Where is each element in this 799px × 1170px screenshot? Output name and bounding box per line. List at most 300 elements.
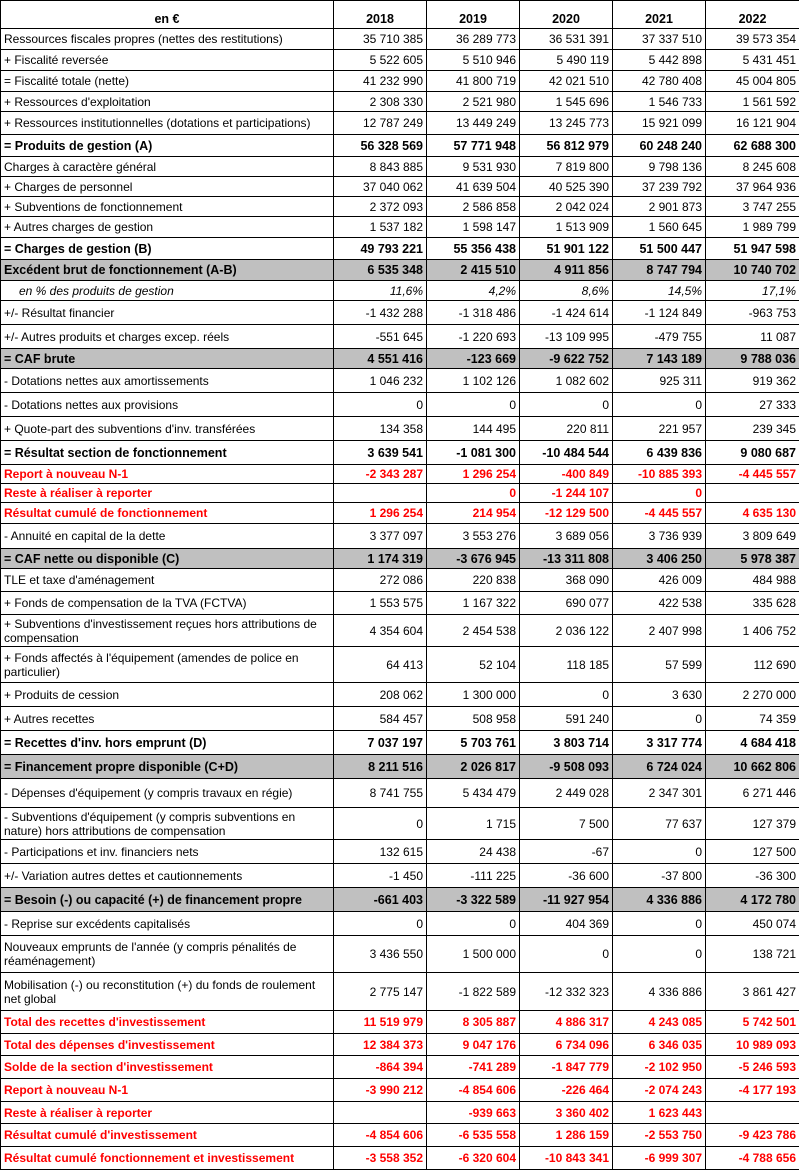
cell-2022: 37 964 936: [706, 177, 799, 197]
row-label: + Fonds affectés à l'équipement (amendes de police en particulier): [1, 647, 334, 683]
table-row: [1, 1124, 799, 1147]
table-row: [1, 177, 799, 197]
cell-2022: -9 423 786: [706, 1124, 799, 1147]
cell-2021: 1 546 733: [613, 92, 706, 112]
cell-2019: 55 356 438: [427, 238, 520, 260]
table-row: [1, 503, 799, 524]
row-label: + Ressources d'exploitation: [1, 92, 334, 112]
row-label: + Subventions d'investissement reçues hors attributions de compensation: [1, 615, 334, 647]
cell-2022: 5 978 387: [706, 549, 799, 569]
cell-2019: 36 289 773: [427, 29, 520, 50]
cell-2018: 8 741 755: [334, 779, 427, 808]
row-label: + Charges de personnel: [1, 177, 334, 197]
cell-2019: 1 296 254: [427, 465, 520, 484]
table-row: [1, 840, 799, 864]
cell-2019: 2 521 980: [427, 92, 520, 112]
cell-2018: 1 296 254: [334, 503, 427, 524]
row-label: + Fiscalité reversée: [1, 50, 334, 71]
cell-2018: -4 854 606: [334, 1124, 427, 1147]
cell-2022: 4 684 418: [706, 731, 799, 755]
cell-2022: 919 362: [706, 369, 799, 393]
cell-2020: 7 500: [520, 808, 613, 840]
cell-2022: 27 333: [706, 393, 799, 417]
table-row: [1, 912, 799, 936]
cell-2022: -963 753: [706, 301, 799, 325]
cell-2019: -3 676 945: [427, 549, 520, 569]
cell-2019: 24 438: [427, 840, 520, 864]
cell-2018: 208 062: [334, 683, 427, 707]
cell-2020: -1 424 614: [520, 301, 613, 325]
table-row: [1, 217, 799, 238]
cell-2019: 144 495: [427, 417, 520, 441]
cell-2021: 0: [613, 840, 706, 864]
cell-2019: 1 598 147: [427, 217, 520, 238]
cell-2019: 0: [427, 484, 520, 503]
cell-2021: 3 630: [613, 683, 706, 707]
cell-2018: 49 793 221: [334, 238, 427, 260]
cell-2019: 1 715: [427, 808, 520, 840]
cell-2021: 42 780 408: [613, 71, 706, 92]
row-label: Charges à caractère général: [1, 157, 334, 177]
cell-2020: -226 464: [520, 1079, 613, 1102]
cell-2020: 0: [520, 936, 613, 973]
cell-2021: 422 538: [613, 592, 706, 615]
cell-2018: 272 086: [334, 569, 427, 592]
cell-2020: 591 240: [520, 707, 613, 731]
cell-2020: 1 545 696: [520, 92, 613, 112]
cell-2022: 62 688 300: [706, 135, 799, 157]
cell-2019: 4,2%: [427, 281, 520, 301]
row-label: +/- Résultat financier: [1, 301, 334, 325]
cell-2018: 12 787 249: [334, 112, 427, 135]
cell-2021: -6 999 307: [613, 1147, 706, 1170]
cell-2018: -3 558 352: [334, 1147, 427, 1170]
cell-2020: 368 090: [520, 569, 613, 592]
cell-2020: -400 849: [520, 465, 613, 484]
table-row: [1, 779, 799, 808]
cell-2018: 134 358: [334, 417, 427, 441]
cell-2019: 2 415 510: [427, 260, 520, 281]
cell-2019: 1 500 000: [427, 936, 520, 973]
table-row: [1, 615, 799, 647]
cell-2020: -13 109 995: [520, 325, 613, 349]
cell-2020: 2 042 024: [520, 197, 613, 217]
cell-2019: 5 434 479: [427, 779, 520, 808]
cell-2019: 52 104: [427, 647, 520, 683]
cell-2020: -1 847 779: [520, 1056, 613, 1079]
cell-2019: 0: [427, 393, 520, 417]
row-label: Ressources fiscales propres (nettes des restitutions): [1, 29, 334, 50]
table-row: [1, 973, 799, 1011]
cell-2022: 5 431 451: [706, 50, 799, 71]
cell-2021: 3 406 250: [613, 549, 706, 569]
cell-2021: -37 800: [613, 864, 706, 888]
cell-2022: 4 172 780: [706, 888, 799, 912]
cell-2019: 3 553 276: [427, 524, 520, 549]
cell-2020: 3 360 402: [520, 1102, 613, 1124]
cell-2022: 10 662 806: [706, 755, 799, 779]
cell-2021: 0: [613, 393, 706, 417]
cell-2020: 42 021 510: [520, 71, 613, 92]
table-row: [1, 301, 799, 325]
cell-2019: 5 703 761: [427, 731, 520, 755]
row-label: Total des dépenses d'investissement: [1, 1034, 334, 1056]
cell-2018: -661 403: [334, 888, 427, 912]
row-label: +/- Variation autres dettes et cautionnements: [1, 864, 334, 888]
cell-2021: 9 798 136: [613, 157, 706, 177]
row-label: + Subventions de fonctionnement: [1, 197, 334, 217]
cell-2022: 45 004 805: [706, 71, 799, 92]
row-label: Reste à réaliser à reporter: [1, 484, 334, 503]
row-label: - Participations et inv. financiers nets: [1, 840, 334, 864]
cell-2020: -10 484 544: [520, 441, 613, 465]
cell-2021: 15 921 099: [613, 112, 706, 135]
cell-2020: 118 185: [520, 647, 613, 683]
table-row: [1, 592, 799, 615]
cell-2021: 6 724 024: [613, 755, 706, 779]
cell-2020: 404 369: [520, 912, 613, 936]
header-row: [1, 1, 799, 29]
table-row: [1, 29, 799, 50]
cell-2022: 8 245 608: [706, 157, 799, 177]
cell-2020: 2 449 028: [520, 779, 613, 808]
cell-2022: 51 947 598: [706, 238, 799, 260]
cell-2021: 0: [613, 912, 706, 936]
cell-2022: 484 988: [706, 569, 799, 592]
cell-2020: 690 077: [520, 592, 613, 615]
row-label: = CAF brute: [1, 349, 334, 369]
cell-2019: 2 454 538: [427, 615, 520, 647]
cell-2020: -1 244 107: [520, 484, 613, 503]
row-label: - Reprise sur excédents capitalisés: [1, 912, 334, 936]
cell-2020: -9 622 752: [520, 349, 613, 369]
cell-2022: 239 345: [706, 417, 799, 441]
cell-2021: 221 957: [613, 417, 706, 441]
cell-2020: 3 689 056: [520, 524, 613, 549]
cell-2021: 37 239 792: [613, 177, 706, 197]
row-label: = CAF nette ou disponible (C): [1, 549, 334, 569]
cell-2022: 112 690: [706, 647, 799, 683]
cell-2019: 41 800 719: [427, 71, 520, 92]
row-label: = Besoin (-) ou capacité (+) de financement propre: [1, 888, 334, 912]
table-row: [1, 349, 799, 369]
cell-2019: 0: [427, 912, 520, 936]
cell-2022: 335 628: [706, 592, 799, 615]
cell-2021: 51 500 447: [613, 238, 706, 260]
cell-2021: 14,5%: [613, 281, 706, 301]
cell-2018: -1 450: [334, 864, 427, 888]
cell-2018: 2 308 330: [334, 92, 427, 112]
cell-2018: 4 551 416: [334, 349, 427, 369]
cell-2022: 9 788 036: [706, 349, 799, 369]
cell-2019: -1 220 693: [427, 325, 520, 349]
cell-2019: 9 047 176: [427, 1034, 520, 1056]
cell-2018: -551 645: [334, 325, 427, 349]
table-row: [1, 707, 799, 731]
header-year: 2021: [613, 1, 706, 29]
table-row: [1, 238, 799, 260]
cell-2020: 40 525 390: [520, 177, 613, 197]
cell-2021: 0: [613, 936, 706, 973]
cell-2021: 2 407 998: [613, 615, 706, 647]
cell-2020: 0: [520, 393, 613, 417]
cell-2018: [334, 1102, 427, 1124]
cell-2018: 56 328 569: [334, 135, 427, 157]
cell-2020: -9 508 093: [520, 755, 613, 779]
table-body: [1, 29, 799, 1170]
cell-2019: 41 639 504: [427, 177, 520, 197]
cell-2022: 138 721: [706, 936, 799, 973]
table-row: [1, 647, 799, 683]
table-row: [1, 281, 799, 301]
table-row: [1, 1056, 799, 1079]
cell-2019: -3 322 589: [427, 888, 520, 912]
cell-2022: -5 246 593: [706, 1056, 799, 1079]
table-row: [1, 325, 799, 349]
cell-2018: 1 537 182: [334, 217, 427, 238]
cell-2022: 9 080 687: [706, 441, 799, 465]
cell-2019: 2 586 858: [427, 197, 520, 217]
header-year: 2022: [706, 1, 799, 29]
cell-2022: 6 271 446: [706, 779, 799, 808]
cell-2020: 4 911 856: [520, 260, 613, 281]
table-row: [1, 1147, 799, 1170]
cell-2018: 41 232 990: [334, 71, 427, 92]
cell-2019: -4 854 606: [427, 1079, 520, 1102]
cell-2018: 0: [334, 393, 427, 417]
cell-2020: 220 811: [520, 417, 613, 441]
cell-2019: 13 449 249: [427, 112, 520, 135]
table-row: [1, 393, 799, 417]
table-row: [1, 369, 799, 393]
cell-2018: 37 040 062: [334, 177, 427, 197]
table-row: [1, 197, 799, 217]
cell-2022: 17,1%: [706, 281, 799, 301]
row-label: + Ressources institutionnelles (dotations et participations): [1, 112, 334, 135]
cell-2022: -36 300: [706, 864, 799, 888]
cell-2018: 64 413: [334, 647, 427, 683]
table-row: [1, 441, 799, 465]
cell-2019: 57 771 948: [427, 135, 520, 157]
cell-2018: 3 377 097: [334, 524, 427, 549]
cell-2020: 36 531 391: [520, 29, 613, 50]
table-row: [1, 484, 799, 503]
cell-2020: -12 129 500: [520, 503, 613, 524]
row-label: = Financement propre disponible (C+D): [1, 755, 334, 779]
cell-2021: 5 442 898: [613, 50, 706, 71]
cell-2021: 925 311: [613, 369, 706, 393]
cell-2018: -2 343 287: [334, 465, 427, 484]
cell-2018: 3 436 550: [334, 936, 427, 973]
cell-2018: -1 432 288: [334, 301, 427, 325]
cell-2020: 1 513 909: [520, 217, 613, 238]
cell-2021: 57 599: [613, 647, 706, 683]
table-row: [1, 135, 799, 157]
cell-2021: -4 445 557: [613, 503, 706, 524]
row-label: - Dépenses d'équipement (y compris travaux en régie): [1, 779, 334, 808]
table-row: [1, 157, 799, 177]
row-label: Total des recettes d'investissement: [1, 1011, 334, 1034]
cell-2022: 2 270 000: [706, 683, 799, 707]
table-row: [1, 755, 799, 779]
cell-2018: 6 535 348: [334, 260, 427, 281]
row-label: - Dotations nettes aux provisions: [1, 393, 334, 417]
cell-2019: -6 320 604: [427, 1147, 520, 1170]
header-year: 2019: [427, 1, 520, 29]
cell-2020: -13 311 808: [520, 549, 613, 569]
table-row: [1, 936, 799, 973]
cell-2019: 1 300 000: [427, 683, 520, 707]
cell-2019: 9 531 930: [427, 157, 520, 177]
cell-2020: 7 819 800: [520, 157, 613, 177]
cell-2021: 77 637: [613, 808, 706, 840]
cell-2022: 10 740 702: [706, 260, 799, 281]
row-label: TLE et taxe d'aménagement: [1, 569, 334, 592]
cell-2018: 12 384 373: [334, 1034, 427, 1056]
cell-2020: -11 927 954: [520, 888, 613, 912]
cell-2021: 1 623 443: [613, 1102, 706, 1124]
cell-2019: 5 510 946: [427, 50, 520, 71]
cell-2022: 3 861 427: [706, 973, 799, 1011]
cell-2022: 10 989 093: [706, 1034, 799, 1056]
table-row: [1, 888, 799, 912]
row-label: - Annuité en capital de la dette: [1, 524, 334, 549]
table-row: [1, 50, 799, 71]
cell-2018: 35 710 385: [334, 29, 427, 50]
row-label: Résultat cumulé de fonctionnement: [1, 503, 334, 524]
cell-2018: 11,6%: [334, 281, 427, 301]
cell-2018: 4 354 604: [334, 615, 427, 647]
cell-2019: 8 305 887: [427, 1011, 520, 1034]
cell-2021: 3 736 939: [613, 524, 706, 549]
cell-2022: -4 445 557: [706, 465, 799, 484]
table-row: [1, 524, 799, 549]
cell-2018: 2 372 093: [334, 197, 427, 217]
cell-2021: -2 553 750: [613, 1124, 706, 1147]
cell-2020: 5 490 119: [520, 50, 613, 71]
cell-2019: -6 535 558: [427, 1124, 520, 1147]
cell-2022: 1 989 799: [706, 217, 799, 238]
row-label: + Quote-part des subventions d'inv. transférées: [1, 417, 334, 441]
cell-2022: 1 406 752: [706, 615, 799, 647]
table-row: [1, 92, 799, 112]
cell-2020: 8,6%: [520, 281, 613, 301]
cell-2020: 4 886 317: [520, 1011, 613, 1034]
cell-2022: -4 177 193: [706, 1079, 799, 1102]
cell-2019: 508 958: [427, 707, 520, 731]
cell-2021: 4 336 886: [613, 888, 706, 912]
cell-2020: -36 600: [520, 864, 613, 888]
cell-2018: [334, 484, 427, 503]
table-row: [1, 465, 799, 484]
cell-2021: 1 560 645: [613, 217, 706, 238]
cell-2022: 74 359: [706, 707, 799, 731]
row-label: Reste à réaliser à reporter: [1, 1102, 334, 1124]
cell-2019: 1 102 126: [427, 369, 520, 393]
table-row: [1, 417, 799, 441]
cell-2021: -10 885 393: [613, 465, 706, 484]
cell-2021: 4 336 886: [613, 973, 706, 1011]
cell-2020: 0: [520, 683, 613, 707]
cell-2020: 1 286 159: [520, 1124, 613, 1147]
cell-2020: 1 082 602: [520, 369, 613, 393]
row-label: Résultat cumulé fonctionnement et investissement: [1, 1147, 334, 1170]
cell-2022: 3 809 649: [706, 524, 799, 549]
cell-2019: 220 838: [427, 569, 520, 592]
cell-2018: 8 843 885: [334, 157, 427, 177]
cell-2021: 0: [613, 707, 706, 731]
row-label: = Charges de gestion (B): [1, 238, 334, 260]
row-label: Mobilisation (-) ou reconstitution (+) du fonds de roulement net global: [1, 973, 334, 1011]
cell-2018: 0: [334, 808, 427, 840]
table-row: [1, 1102, 799, 1124]
row-label: en % des produits de gestion: [1, 281, 334, 301]
cell-2021: -2 102 950: [613, 1056, 706, 1079]
table-row: [1, 569, 799, 592]
cell-2020: 56 812 979: [520, 135, 613, 157]
table-row: [1, 1079, 799, 1102]
cell-2022: 11 087: [706, 325, 799, 349]
cell-2020: 13 245 773: [520, 112, 613, 135]
cell-2019: -939 663: [427, 1102, 520, 1124]
row-label: Résultat cumulé d'investissement: [1, 1124, 334, 1147]
cell-2019: 214 954: [427, 503, 520, 524]
cell-2020: -67: [520, 840, 613, 864]
row-label: Solde de la section d'investissement: [1, 1056, 334, 1079]
cell-2018: 1 553 575: [334, 592, 427, 615]
cell-2022: 16 121 904: [706, 112, 799, 135]
cell-2018: 5 522 605: [334, 50, 427, 71]
cell-2019: -111 225: [427, 864, 520, 888]
table-row: [1, 549, 799, 569]
cell-2021: 2 347 301: [613, 779, 706, 808]
cell-2018: 8 211 516: [334, 755, 427, 779]
cell-2020: -12 332 323: [520, 973, 613, 1011]
row-label: + Produits de cession: [1, 683, 334, 707]
cell-2018: 3 639 541: [334, 441, 427, 465]
row-label: Report à nouveau N-1: [1, 1079, 334, 1102]
cell-2022: 450 074: [706, 912, 799, 936]
cell-2018: 1 046 232: [334, 369, 427, 393]
table-row: [1, 731, 799, 755]
cell-2019: -741 289: [427, 1056, 520, 1079]
cell-2021: 8 747 794: [613, 260, 706, 281]
row-label: + Fonds de compensation de la TVA (FCTVA): [1, 592, 334, 615]
cell-2022: -4 788 656: [706, 1147, 799, 1170]
cell-2022: [706, 1102, 799, 1124]
cell-2018: -3 990 212: [334, 1079, 427, 1102]
cell-2018: 7 037 197: [334, 731, 427, 755]
cell-2018: -864 394: [334, 1056, 427, 1079]
table-row: [1, 1011, 799, 1034]
row-label: = Résultat section de fonctionnement: [1, 441, 334, 465]
row-label: Excédent brut de fonctionnement (A-B): [1, 260, 334, 281]
cell-2021: -1 124 849: [613, 301, 706, 325]
row-label: + Autres charges de gestion: [1, 217, 334, 238]
cell-2020: -10 843 341: [520, 1147, 613, 1170]
cell-2021: 4 243 085: [613, 1011, 706, 1034]
cell-2021: -479 755: [613, 325, 706, 349]
cell-2019: -123 669: [427, 349, 520, 369]
row-label: - Subventions d'équipement (y compris subventions en nature) hors attributions de compensation: [1, 808, 334, 840]
cell-2020: 2 036 122: [520, 615, 613, 647]
row-label: - Dotations nettes aux amortissements: [1, 369, 334, 393]
cell-2021: 2 901 873: [613, 197, 706, 217]
cell-2019: 2 026 817: [427, 755, 520, 779]
cell-2019: 1 167 322: [427, 592, 520, 615]
table-row: [1, 112, 799, 135]
cell-2022: 39 573 354: [706, 29, 799, 50]
